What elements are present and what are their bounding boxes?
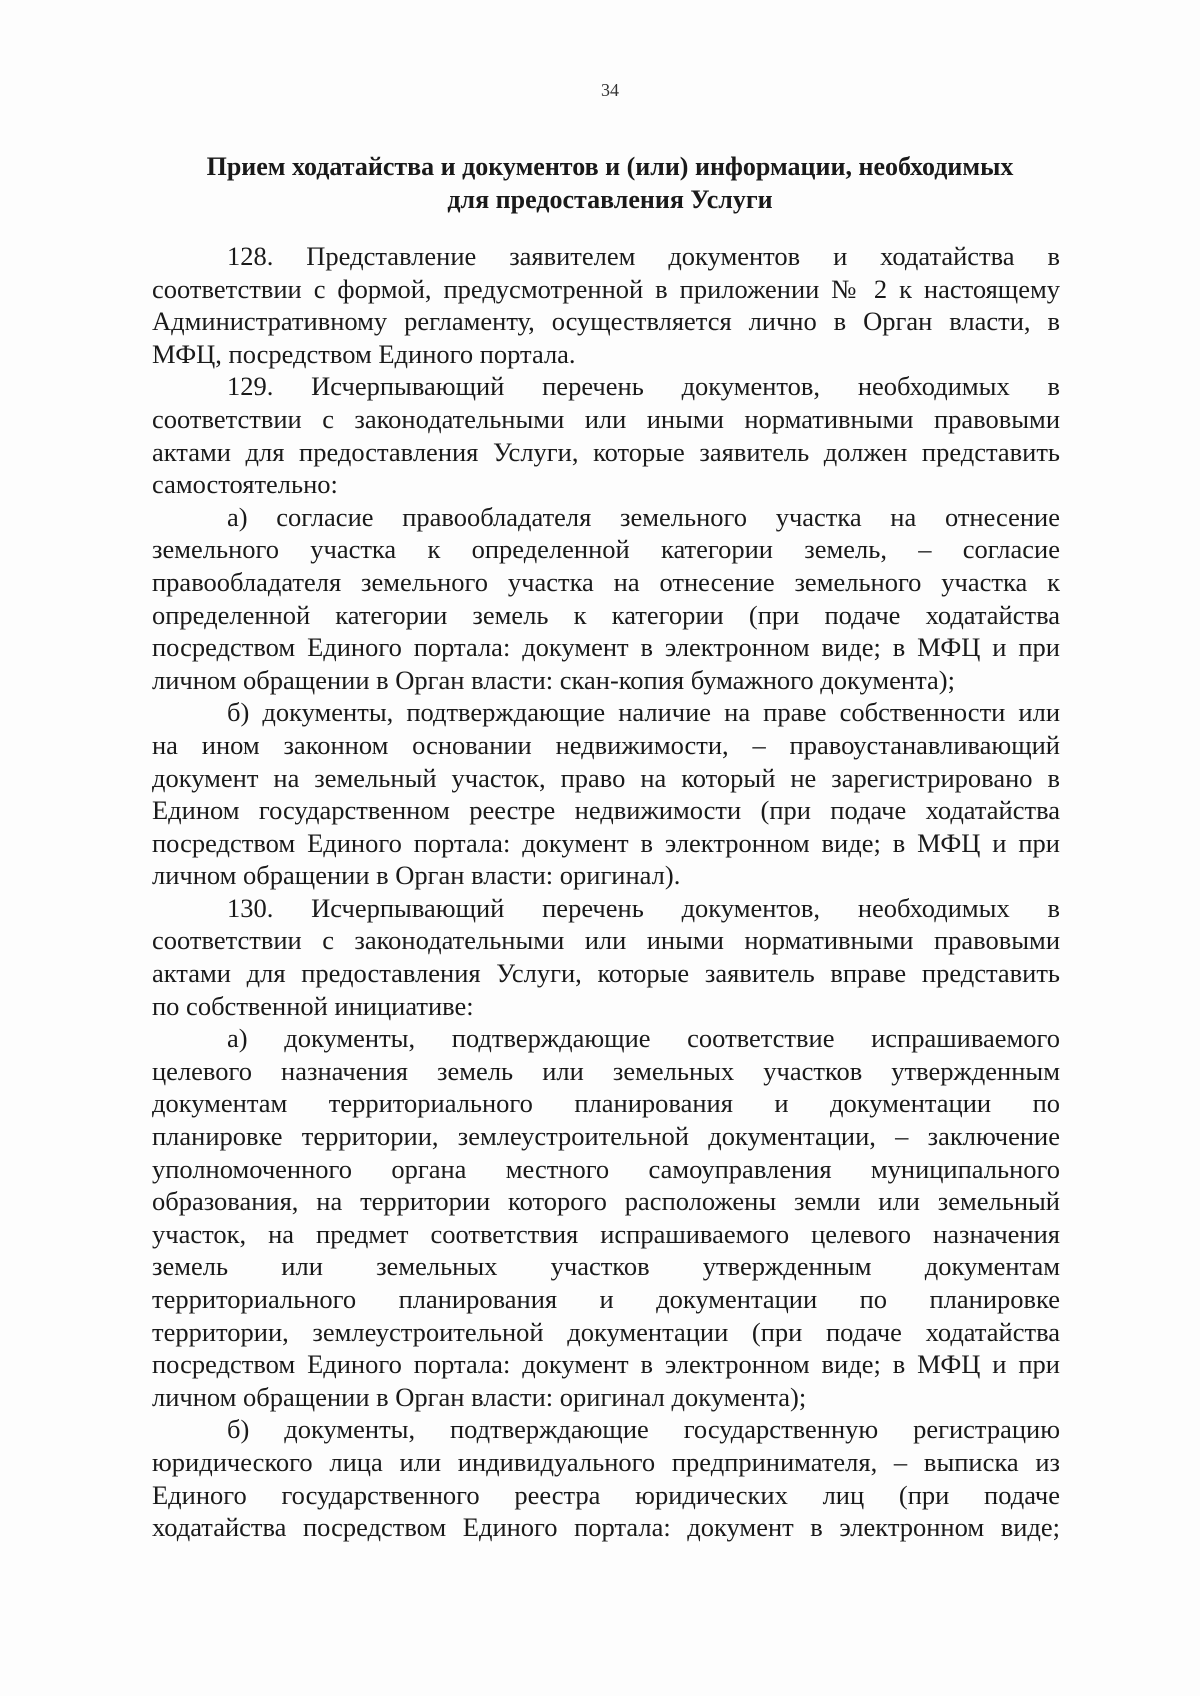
- text-line: 130. Исчерпывающий перечень документов, необходимых в: [227, 892, 1060, 923]
- text-line: самостоятельно:: [152, 469, 338, 500]
- text-line: 128. Представление заявителем документов и ходатайства в: [227, 241, 1060, 271]
- text-line: правообладателя земельного участка на отнесение земельного участка к: [152, 566, 1060, 597]
- text-line: образования, на территории которого расположены земли или земельный: [152, 1186, 1060, 1217]
- text-line: ходатайства посредством Единого портала: документ в электронном виде;: [152, 1512, 1060, 1543]
- text-line: а) согласие правообладателя земельного участка на отнесение: [227, 501, 1060, 532]
- text-line: планировке территории, землеустроительной документации, – заключение: [152, 1121, 1060, 1152]
- text-line: а) документы, подтверждающие соответствие испрашиваемого: [227, 1023, 1060, 1054]
- text-line: 129. Исчерпывающий перечень документов, необходимых в: [227, 371, 1060, 402]
- text-line: документ на земельный участок, право на который не зарегистрировано в: [152, 762, 1060, 793]
- text-line: соответствии с законодательными или иными нормативными правовыми: [152, 925, 1060, 956]
- text-line: уполномоченного органа местного самоуправления муниципального: [152, 1153, 1060, 1184]
- text-line: Едином государственном реестре недвижимости (при подаче ходатайства: [152, 795, 1060, 826]
- document-body: [152, 240, 1060, 1544]
- text-line: участок, на предмет соответствия испрашиваемого целевого назначения: [152, 1218, 1060, 1249]
- page-number: 34: [601, 80, 619, 100]
- text-line: б) документы, подтверждающие наличие на праве собственности или: [227, 697, 1060, 728]
- paragraph: [152, 240, 1060, 370]
- text-line: актами для предоставления Услуги, которые заявитель должен представить: [152, 436, 1060, 467]
- paragraph: [152, 696, 1060, 892]
- text-line: посредством Единого портала: документ в электронном виде; в МФЦ и при: [152, 1349, 1060, 1380]
- paragraph: [152, 1022, 1060, 1413]
- text-line: целевого назначения земель или земельных участков утвержденным: [152, 1055, 1060, 1086]
- text-line: на ином законном основании недвижимости, – правоустанавливающий: [152, 729, 1060, 760]
- paragraph: [152, 370, 1060, 500]
- paragraph: [152, 501, 1060, 697]
- text-line: земельного участка к определенной категории земель, – согласие: [152, 534, 1060, 565]
- text-line: земель или земельных участков утвержденным документам: [152, 1251, 1060, 1282]
- text-line: соответствии с формой, предусмотренной в приложении № 2 к настоящему: [152, 273, 1060, 304]
- section-heading-line: Прием ходатайства и документов и (или) информации, необходимых: [206, 152, 1014, 181]
- text-line: юридического лица или индивидуального предпринимателя, – выписка из: [152, 1446, 1060, 1477]
- paragraph: [152, 892, 1060, 1022]
- text-line: документам территориального планирования и документации по: [152, 1088, 1060, 1119]
- text-line: соответствии с законодательными или иными нормативными правовыми: [152, 403, 1060, 434]
- text-line: личном обращении в Орган власти: оригинал).: [152, 860, 681, 891]
- text-line: актами для предоставления Услуги, которые заявитель вправе представить: [152, 958, 1060, 989]
- text-line: посредством Единого портала: документ в электронном виде; в МФЦ и при: [152, 632, 1060, 663]
- text-line: Административному регламенту, осуществляется лично в Орган власти, в: [152, 306, 1060, 337]
- text-line: личном обращении в Орган власти: оригинал документа);: [152, 1381, 807, 1412]
- text-line: территории, землеустроительной документации (при подаче ходатайства: [152, 1316, 1060, 1347]
- paragraph: [152, 1413, 1060, 1543]
- text-line: по собственной инициативе:: [152, 990, 474, 1021]
- section-heading: [160, 150, 1060, 216]
- section-heading-line: для предоставления Услуги: [447, 185, 773, 214]
- text-line: МФЦ, посредством Единого портала.: [152, 338, 576, 369]
- text-line: посредством Единого портала: документ в электронном виде; в МФЦ и при: [152, 827, 1060, 858]
- text-line: определенной категории земель к категории (при подаче ходатайства: [152, 599, 1060, 630]
- text-line: личном обращении в Орган власти: скан-копия бумажного документа);: [152, 664, 955, 695]
- text-line: Единого государственного реестра юридических лиц (при подаче: [152, 1479, 1060, 1510]
- text-line: б) документы, подтверждающие государственную регистрацию: [227, 1414, 1060, 1445]
- text-line: территориального планирования и документации по планировке: [152, 1284, 1060, 1314]
